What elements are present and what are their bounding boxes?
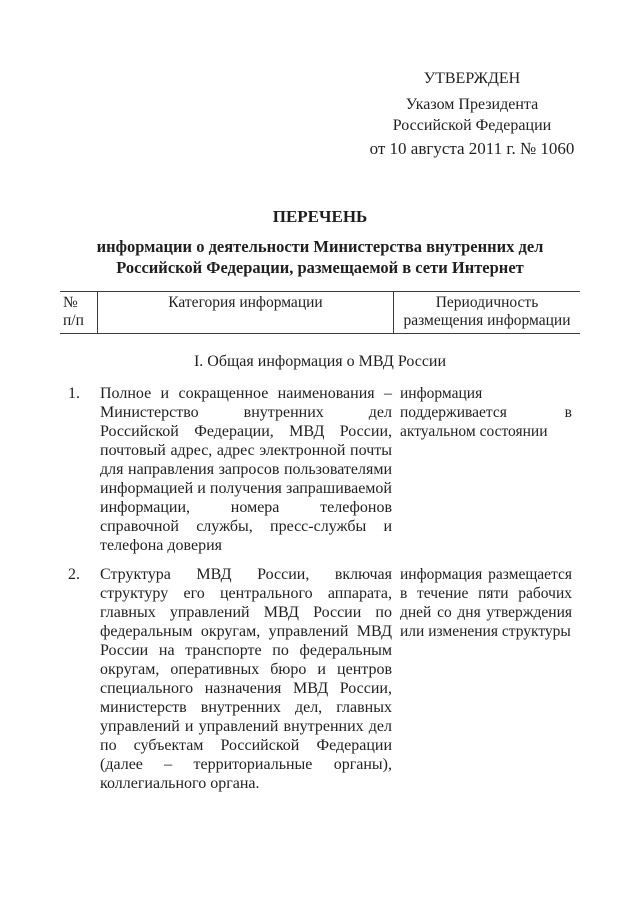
document-subtitle: информации о деятельности Министерства внутренних дел Российской Федерации, размещаемой в сети Интернет [96,237,544,277]
table-row [60,384,580,555]
table-header-category-column: Категория информации [97,292,393,333]
approval-date-number: от 10 августа 2011 г. № 1060 [369,139,575,158]
document-title: ПЕРЕЧЕНЬ [272,207,368,226]
table-header-num-column [60,292,97,333]
section-heading: I. Общая информация о МВД России [193,353,447,370]
table-row [60,565,580,793]
table-header-row [60,291,580,334]
table-header-num-line2: п/п [63,312,84,329]
item-category-text: Структура МВД России, включая структуру его центрального аппарата, главных управлений МВД России по федеральным округам, управлений МВД России на транспорте по федеральным округам, оперативных бюро и центров специального назначения МВД России, министерств внутренних дел, главных управлений и управлений внутренних дел по субъектам Российской Федерации (далее – территориальные органы), коллегиального органа. [100,566,392,792]
item-number: 1. [68,385,80,402]
approval-status: УТВЕРЖДЕН [423,70,521,87]
items-list [60,384,580,793]
item-periodicity-text: информация поддерживается в актуальном состоянии [400,385,572,440]
item-number: 2. [68,566,80,583]
table-header-num-line1: № [63,294,78,311]
item-periodicity-text: информация размещается в течение пяти рабочих дней со дня утверждения или изменения структуры [400,566,572,640]
approval-block [368,68,576,159]
table-header-periodicity-column: Периодичность размещения информации [393,292,580,333]
approval-by-line1: Указом Президента [405,96,539,113]
approval-by-line2: Российской Федерации [392,117,552,134]
item-category-text: Полное и сокращенное наименования – Министерство внутренних дел Российской Федерации, МВД России, почтовый адрес, адрес электронной почты для направления запросов пользователями информацией и получения запрашиваемой информации, номера телефонов справочной службы, пресс-службы и телефона доверия [100,385,392,554]
